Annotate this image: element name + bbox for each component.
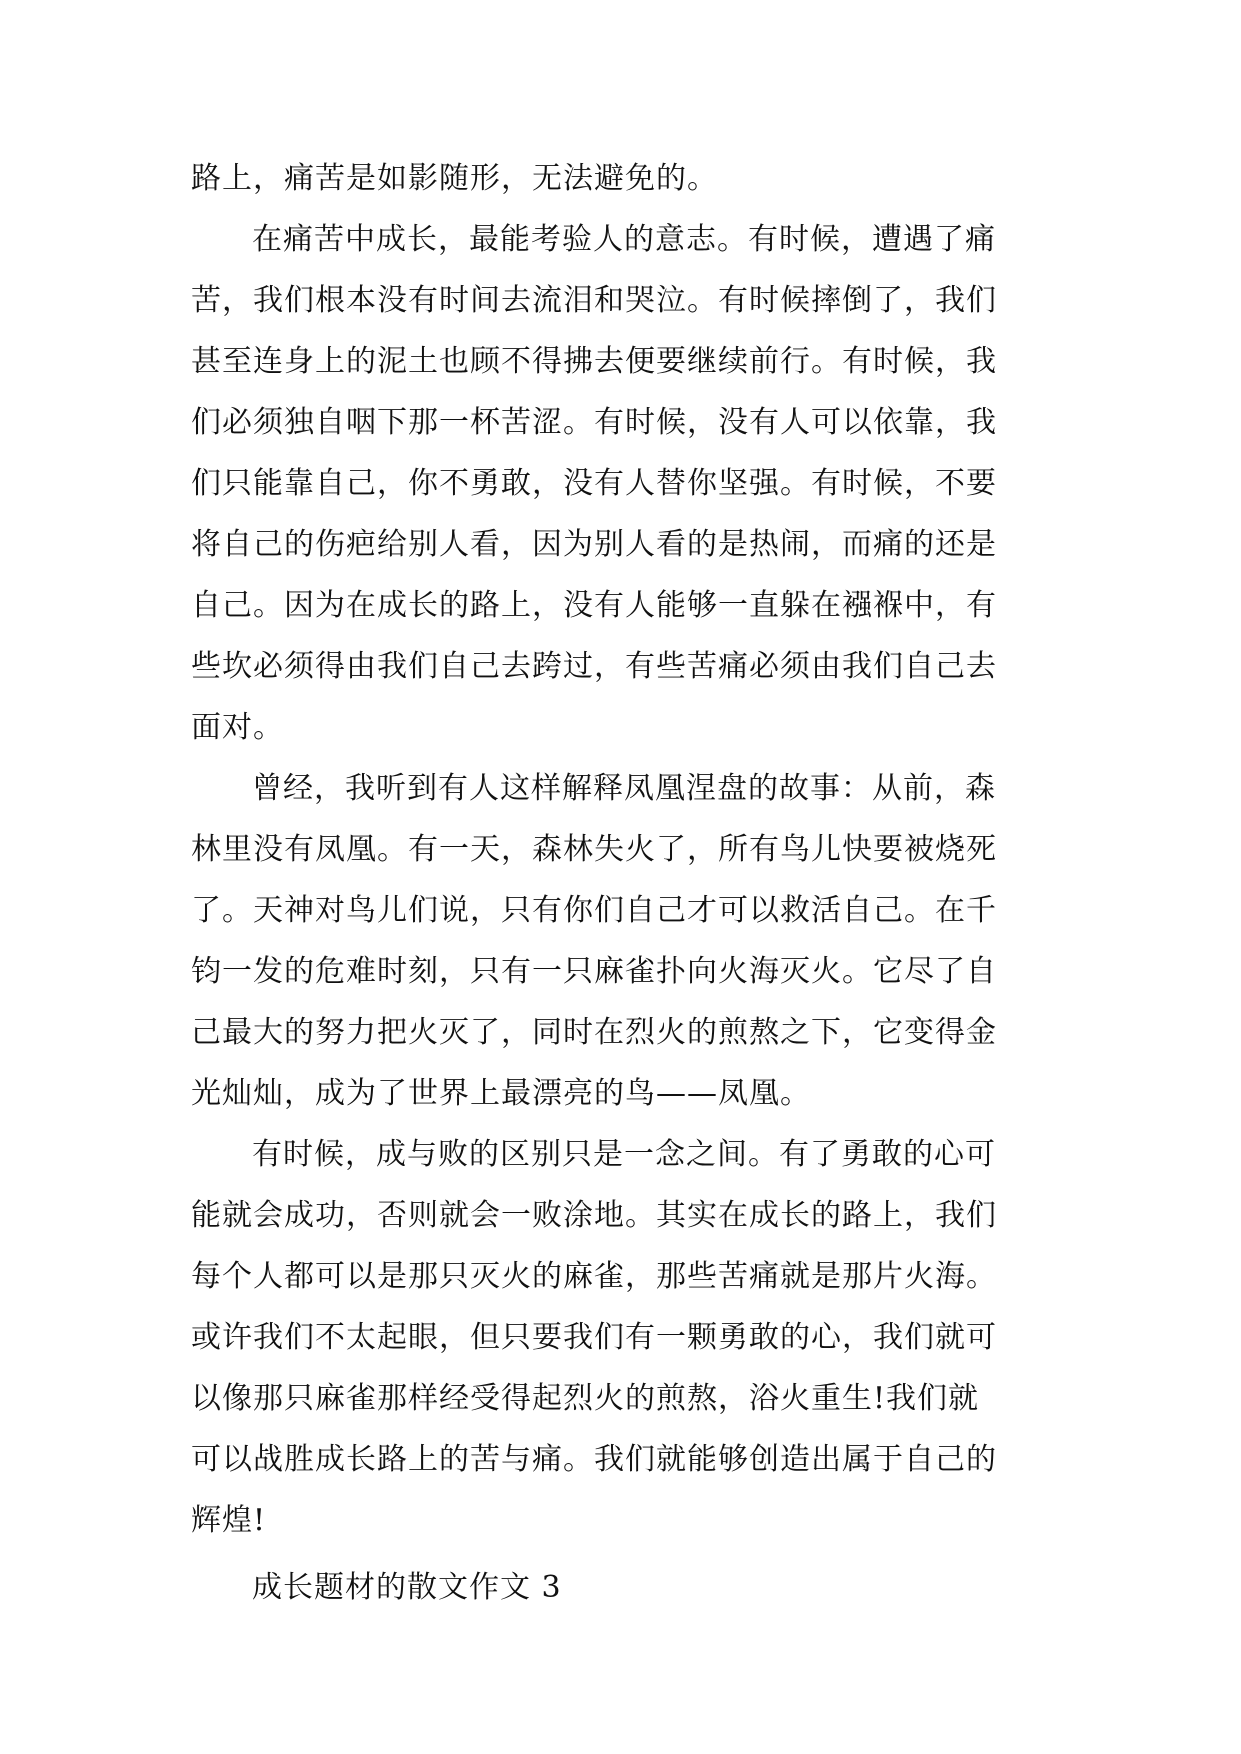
paragraph-line: 在痛苦中成长，最能考验人的意志。有时候，遭遇了痛 — [252, 222, 996, 257]
paragraph-line: 有时候，成与败的区别只是一念之间。有了勇敢的心可 — [252, 1137, 996, 1172]
paragraph — [191, 1124, 1061, 1551]
paragraph — [191, 758, 1061, 1124]
paragraph-line: 或许我们不太起眼，但只要我们有一颗勇敢的心，我们就可 — [191, 1320, 997, 1355]
paragraph-line: 些坎必须得由我们自己去跨过，有些苦痛必须由我们自己去 — [191, 649, 997, 684]
paragraph-line: 钧一发的危难时刻，只有一只麻雀扑向火海灭火。它尽了自 — [191, 954, 997, 989]
paragraph-line: 辉煌! — [191, 1503, 267, 1538]
paragraph-line: 们只能靠自己，你不勇敢，没有人替你坚强。有时候，不要 — [191, 466, 997, 501]
paragraph-line: 林里没有凤凰。有一天，森林失火了，所有鸟儿快要被烧死 — [191, 832, 997, 867]
paragraph-line: 可以战胜成长路上的苦与痛。我们就能够创造出属于自己的 — [191, 1442, 997, 1477]
paragraph-line: 每个人都可以是那只灭火的麻雀，那些苦痛就是那片火海。 — [191, 1259, 997, 1294]
paragraph-line: 甚至连身上的泥土也顾不得拂去便要继续前行。有时候，我 — [191, 344, 997, 379]
paragraph-line: 将自己的伤疤给别人看，因为别人看的是热闹，而痛的还是 — [191, 527, 997, 562]
paragraph-line: 面对。 — [191, 710, 284, 745]
paragraph-line: 光灿灿，成为了世界上最漂亮的鸟——凤凰。 — [191, 1076, 811, 1111]
paragraph — [191, 148, 1061, 209]
paragraph-line: 们必须独自咽下那一杯苦涩。有时候，没有人可以依靠，我 — [191, 405, 997, 440]
document-body — [191, 148, 1061, 1618]
paragraph-line: 曾经，我听到有人这样解释凤凰涅盘的故事：从前，森 — [252, 771, 996, 806]
paragraph-line: 路上，痛苦是如影随形，无法避免的。 — [191, 161, 718, 196]
paragraph-line: 能就会成功，否则就会一败涂地。其实在成长的路上，我们 — [191, 1198, 997, 1233]
paragraph — [191, 209, 1061, 758]
paragraph-line: 以像那只麻雀那样经受得起烈火的煎熬，浴火重生!我们就 — [191, 1381, 980, 1416]
paragraph-line: 己最大的努力把火灭了，同时在烈火的煎熬之下，它变得金 — [191, 1015, 997, 1050]
paragraph-line: 了。天神对鸟儿们说，只有你们自己才可以救活自己。在千 — [191, 893, 997, 928]
section-heading: 成长题材的散文作文 3 — [252, 1570, 562, 1605]
paragraph-line: 自己。因为在成长的路上，没有人能够一直躲在襁褓中，有 — [191, 588, 997, 623]
paragraph-line: 苦，我们根本没有时间去流泪和哭泣。有时候摔倒了，我们 — [191, 283, 997, 318]
